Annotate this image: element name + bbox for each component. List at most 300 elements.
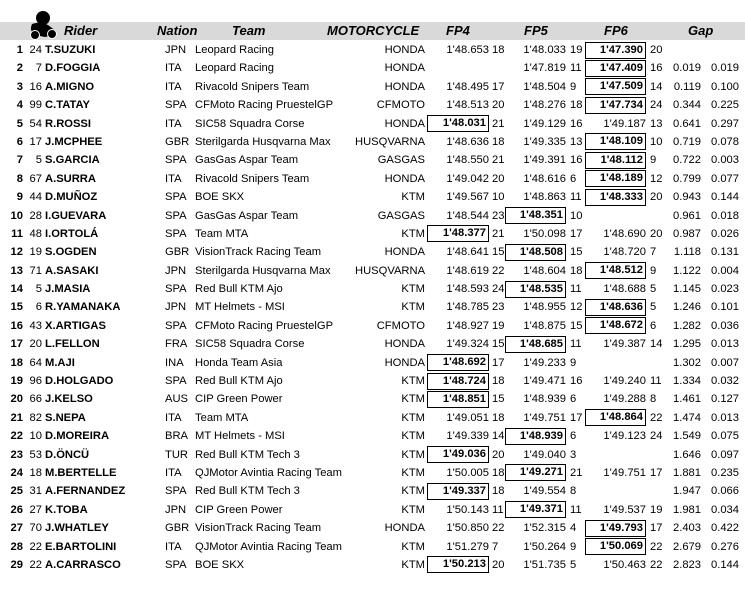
fp4-rank: 23	[492, 301, 505, 314]
fp5-rank: 4	[570, 522, 577, 535]
table-row	[0, 446, 745, 464]
team: SIC58 Squadra Corse	[195, 338, 305, 351]
motorcycle: HONDA	[384, 356, 425, 369]
motorcycle: KTM	[401, 227, 425, 240]
fp4-time: 1'48.544	[446, 209, 489, 222]
fp5-rank: 17	[570, 227, 583, 240]
fp6-rank: 20	[650, 227, 663, 240]
gap-previous: 0.235	[711, 466, 739, 479]
fp5-time: 1'48.504	[523, 80, 566, 93]
fp6-time	[585, 482, 646, 500]
motorcycle: GASGAS	[377, 209, 425, 222]
fp4-time: 1'49.339	[446, 430, 489, 443]
fp6-rank: 17	[650, 466, 663, 479]
position: 23	[10, 448, 23, 461]
rider-number: 5	[35, 283, 42, 296]
rider-number: 27	[29, 503, 42, 516]
fp4-time: 1'48.513	[446, 99, 489, 112]
gap-first: 1.302	[673, 356, 701, 369]
motorcycle: HONDA	[384, 338, 425, 351]
nation: SPA	[165, 227, 187, 240]
nation: SPA	[165, 558, 187, 571]
gap-first: 1.474	[673, 411, 701, 424]
fp5-rank: 6	[570, 172, 577, 185]
fp5-time: 1'49.129	[523, 117, 566, 130]
position: 8	[16, 172, 23, 185]
position: 10	[10, 209, 23, 222]
nation: BRA	[165, 430, 189, 443]
position: 19	[10, 375, 23, 388]
team: Red Bull KTM Tech 3	[195, 485, 300, 498]
fp4-time: 1'48.550	[446, 154, 489, 167]
rider-name: T.SUZUKI	[45, 44, 96, 56]
nation: SPA	[165, 99, 187, 112]
fp5-time: 1'47.819	[523, 62, 566, 75]
nation: GBR	[165, 135, 190, 148]
rider-name: I.GUEVARA	[45, 209, 107, 222]
motorcycle: KTM	[401, 393, 425, 406]
team: Red Bull KTM Tech 3	[195, 448, 300, 461]
position: 22	[10, 430, 23, 443]
rider-name: A.SASAKI	[45, 264, 99, 277]
fp6-time: 1'47.409	[585, 60, 646, 77]
fp5-rank: 9	[570, 80, 577, 93]
fp6-rank: 9	[650, 264, 657, 277]
fp4-time: 1'48.927	[446, 319, 489, 332]
nation: SPA	[165, 209, 187, 222]
fp5-time: 1'49.371	[505, 501, 566, 518]
motorcycle: KTM	[401, 540, 425, 553]
team: QJMotor Avintia Racing Team	[195, 466, 342, 479]
fp6-rank: 13	[650, 117, 663, 130]
fp6-rank: 5	[650, 301, 657, 314]
team: CIP Green Power	[195, 503, 283, 516]
gap-previous: 0.127	[711, 393, 739, 406]
fp5-time: 1'48.616	[523, 172, 566, 185]
table-row	[0, 115, 745, 133]
fp4-time: 1'50.850	[446, 522, 489, 535]
fp4-rank: 20	[492, 558, 505, 571]
fp4-rank: 18	[492, 375, 505, 388]
rider-number: 99	[29, 99, 42, 112]
gap-first: 1.282	[673, 319, 701, 332]
gap-first: 1.334	[673, 375, 701, 388]
fp4-time: 1'49.567	[446, 191, 489, 204]
rider-number: 16	[29, 80, 42, 93]
gap-first: 2.823	[673, 558, 701, 571]
rider-name: A.MIGNO	[45, 80, 95, 93]
fp6-time	[585, 354, 646, 372]
fp4-time: 1'48.724	[427, 373, 489, 390]
table-row	[0, 409, 745, 427]
gap-previous: 0.101	[711, 301, 739, 314]
fp4-time: 1'49.324	[446, 338, 489, 351]
table-row	[0, 556, 745, 574]
rider-name: S.GARCIA	[45, 154, 100, 167]
position: 3	[16, 80, 23, 93]
gap-first: 1.246	[673, 301, 701, 314]
rider-number: 20	[29, 338, 42, 351]
motorcycle: KTM	[401, 191, 425, 204]
fp5-time: 1'49.335	[523, 135, 566, 148]
position: 20	[10, 393, 23, 406]
position: 5	[16, 117, 23, 130]
rider-name: I.ORTOLÁ	[45, 227, 99, 240]
fp4-time: 1'48.653	[446, 44, 489, 56]
rider-name: A.CARRASCO	[45, 558, 121, 571]
gap-previous: 0.077	[711, 172, 739, 185]
rider-name: C.TATAY	[45, 99, 90, 112]
rider-name: D.FOGGIA	[45, 62, 101, 75]
fp4-time	[427, 59, 489, 77]
nation: GBR	[165, 522, 190, 535]
gap-first: 1.145	[673, 283, 701, 296]
rider-number: 48	[29, 227, 42, 240]
team: GasGas Aspar Team	[195, 209, 299, 222]
col-gap: Gap	[688, 23, 714, 38]
gap-first: 1.549	[673, 430, 701, 443]
team: Rivacold Snipers Team	[195, 172, 310, 185]
fp6-time: 1'50.069	[585, 538, 646, 555]
fp6-rank: 7	[650, 246, 657, 259]
fp5-rank: 15	[570, 246, 583, 259]
fp4-time: 1'50.143	[446, 503, 489, 516]
fp4-rank: 21	[492, 227, 505, 240]
fp5-rank: 9	[570, 540, 577, 553]
gap-previous: 0.013	[711, 338, 739, 351]
rider-number: 70	[29, 522, 42, 535]
table-row	[0, 354, 745, 372]
gap-first: 2.679	[673, 540, 701, 553]
fp5-time: 1'49.471	[523, 375, 566, 388]
fp5-rank: 17	[570, 411, 583, 424]
rider-number: 96	[29, 375, 42, 388]
motorcycle: KTM	[401, 375, 425, 388]
position: 14	[10, 283, 23, 296]
motorcycle: KTM	[401, 411, 425, 424]
fp6-rank: 19	[650, 503, 663, 516]
rider-name: D.MOREIRA	[45, 430, 110, 443]
fp5-time: 1'49.751	[523, 411, 566, 424]
fp6-time: 1'49.793	[585, 520, 646, 537]
team: Rivacold Snipers Team	[195, 80, 310, 93]
position: 28	[10, 540, 23, 553]
table-row	[0, 427, 745, 445]
gap-first: 1.947	[673, 485, 701, 498]
nation: SPA	[165, 191, 187, 204]
position: 2	[16, 62, 23, 75]
fp6-time: 1'48.112	[585, 152, 646, 169]
gap-first: 0.019	[673, 62, 701, 75]
fp6-time: 1'49.387	[603, 338, 646, 351]
rider-name: E.BARTOLINI	[45, 540, 117, 553]
motorcycle: KTM	[401, 503, 425, 516]
position: 16	[10, 319, 23, 332]
fp6-rank: 11	[650, 375, 662, 388]
fp5-time: 1'48.939	[523, 393, 566, 406]
position: 6	[16, 135, 23, 148]
motorcycle: KTM	[401, 283, 425, 296]
fp4-rank: 20	[492, 448, 505, 461]
fp6-rank: 22	[650, 411, 663, 424]
col-fp6: FP6	[604, 23, 628, 38]
table-row	[0, 225, 745, 243]
fp4-time: 1'48.636	[446, 135, 489, 148]
rider-name: M.AJI	[45, 356, 75, 369]
position: 9	[16, 191, 23, 204]
fp5-rank: 19	[570, 44, 583, 56]
nation: ITA	[165, 62, 182, 75]
gap-previous: 0.026	[711, 227, 739, 240]
fp6-time: 1'48.189	[585, 170, 646, 187]
rider-number: 53	[29, 448, 42, 461]
gap-first: 0.641	[673, 117, 701, 130]
rider-name: D.HOLGADO	[45, 375, 114, 388]
fp5-time: 1'50.264	[523, 540, 566, 553]
fp5-rank: 9	[570, 356, 577, 369]
gap-previous: 0.019	[711, 62, 739, 75]
motorcycle: KTM	[401, 558, 425, 571]
position: 29	[10, 558, 23, 571]
table-row	[0, 317, 745, 335]
motorcycle: HONDA	[384, 62, 425, 75]
rider-number: 22	[29, 558, 42, 571]
position: 26	[10, 503, 23, 516]
fp6-time: 1'47.734	[585, 97, 646, 114]
fp6-rank: 9	[650, 154, 657, 167]
rider-number: 24	[29, 44, 42, 56]
fp5-time: 1'50.098	[523, 227, 566, 240]
table-row	[0, 335, 745, 353]
team: BOE SKX	[195, 558, 245, 571]
fp4-time: 1'48.692	[427, 354, 489, 371]
nation: ITA	[165, 411, 182, 424]
fp6-rank: 8	[650, 393, 657, 406]
rider-name: J.MCPHEE	[45, 135, 103, 148]
team: Sterilgarda Husqvarna Max	[195, 135, 331, 148]
rider-name: D.MUÑOZ	[45, 191, 98, 204]
table-row	[0, 538, 745, 556]
gap-previous: 0.144	[711, 191, 739, 204]
fp4-rank: 17	[492, 80, 505, 93]
nation: INA	[165, 356, 184, 369]
position: 4	[16, 99, 23, 112]
table-row	[0, 372, 745, 390]
gap-previous: 0.066	[711, 485, 739, 498]
gap-previous: 0.422	[711, 522, 739, 535]
col-motorcycle: MOTORCYCLE	[327, 23, 420, 38]
fp4-rank: 11	[492, 503, 504, 516]
rider-number: 19	[29, 246, 42, 259]
fp6-rank: 20	[650, 191, 663, 204]
motorcycle: KTM	[401, 301, 425, 314]
table-row	[0, 519, 745, 537]
fp4-rank: 20	[492, 99, 505, 112]
team: Red Bull KTM Ajo	[195, 375, 283, 388]
fp4-time: 1'49.042	[446, 172, 489, 185]
rider-number: 17	[29, 135, 42, 148]
gap-previous: 0.007	[711, 356, 739, 369]
rider-name: X.ARTIGAS	[45, 319, 106, 332]
rider-name: A.FERNANDEZ	[45, 485, 126, 498]
fp5-rank: 11	[570, 191, 582, 204]
gap-first: 0.344	[673, 99, 701, 112]
gap-previous: 0.003	[711, 154, 739, 167]
motorcycle: GASGAS	[377, 154, 425, 167]
fp6-rank: 12	[650, 172, 663, 185]
table-row	[0, 482, 745, 500]
fp4-rank: 18	[492, 135, 505, 148]
gap-first: 0.961	[673, 209, 701, 222]
motorcycle: HONDA	[384, 117, 425, 130]
team: CFMoto Racing PruestelGP	[195, 99, 334, 112]
gap-first: 1.981	[673, 503, 701, 516]
team: Leopard Racing	[195, 44, 274, 56]
nation: JPN	[165, 44, 187, 56]
team: VisionTrack Racing Team	[195, 522, 322, 535]
fp4-time: 1'48.495	[446, 80, 489, 93]
results-table	[0, 41, 745, 574]
gap-first: 2.403	[673, 522, 701, 535]
motorcycle: HUSQVARNA	[355, 135, 426, 148]
gap-previous: 0.075	[711, 430, 739, 443]
fp5-rank: 8	[570, 485, 577, 498]
fp4-rank: 14	[492, 430, 505, 443]
position: 7	[16, 154, 23, 167]
table-row	[0, 96, 745, 114]
fp5-rank: 11	[570, 503, 582, 516]
rider-name: A.SURRA	[45, 172, 96, 185]
fp4-rank: 18	[492, 466, 505, 479]
rider-number: 18	[29, 466, 42, 479]
gap-first: 1.881	[673, 466, 701, 479]
fp5-rank: 18	[570, 99, 583, 112]
fp4-time: 1'50.213	[427, 556, 489, 573]
fp6-rank: 14	[650, 338, 663, 351]
rider-number: 71	[29, 264, 42, 277]
nation: ITA	[165, 172, 182, 185]
table-row	[0, 464, 745, 482]
fp5-rank: 15	[570, 319, 583, 332]
fp6-rank: 24	[650, 430, 663, 443]
gap-first: 0.987	[673, 227, 701, 240]
gap-previous: 0.276	[711, 540, 739, 553]
position: 15	[10, 301, 23, 314]
fp4-time: 1'48.593	[446, 283, 489, 296]
nation: SPA	[165, 375, 187, 388]
team: MT Helmets - MSI	[195, 430, 285, 443]
table-row	[0, 188, 745, 206]
gap-previous: 0.100	[711, 80, 739, 93]
fp6-rank: 24	[650, 99, 663, 112]
table-row	[0, 390, 745, 408]
fp6-time: 1'48.688	[603, 283, 646, 296]
nation: AUS	[165, 393, 189, 406]
gap-first: 0.943	[673, 191, 701, 204]
fp4-rank: 15	[492, 393, 505, 406]
fp4-time: 1'48.377	[427, 225, 489, 242]
fp6-time: 1'48.333	[585, 189, 646, 206]
team: CIP Green Power	[195, 393, 283, 406]
rider-name: S.NEPA	[45, 411, 86, 424]
table-row	[0, 133, 745, 151]
position: 24	[10, 466, 23, 479]
position: 13	[10, 264, 23, 277]
position: 12	[10, 246, 23, 259]
fp5-rank: 18	[570, 264, 583, 277]
fp5-rank: 16	[570, 375, 583, 388]
rider-number: 44	[29, 191, 42, 204]
fp5-time: 1'49.040	[523, 448, 566, 461]
fp4-rank: 22	[492, 264, 505, 277]
motorcycle: CFMOTO	[376, 99, 425, 112]
fp5-rank: 3	[570, 448, 577, 461]
rider-name: S.OGDEN	[45, 246, 97, 259]
gap-first: 0.719	[673, 135, 701, 148]
fp4-time: 1'48.785	[446, 301, 489, 314]
table-row	[0, 207, 745, 225]
rider-number: 54	[29, 117, 42, 130]
rider-number: 64	[29, 356, 42, 369]
rider-name: R.YAMANAKA	[45, 301, 121, 314]
table-row	[0, 262, 745, 280]
team: Red Bull KTM Ajo	[195, 283, 283, 296]
rider-name: J.WHATLEY	[45, 522, 109, 535]
table-row	[0, 170, 745, 188]
rider-name: J.KELSO	[45, 393, 93, 406]
fp6-time: 1'49.751	[603, 466, 646, 479]
gap-first: 0.119	[673, 80, 701, 93]
rider-number: 28	[29, 209, 42, 222]
fp6-time: 1'49.123	[603, 430, 646, 443]
rider-number: 82	[29, 411, 42, 424]
fp5-time: 1'48.535	[505, 281, 566, 298]
fp5-time: 1'48.033	[523, 44, 566, 56]
fp4-rank: 21	[492, 117, 505, 130]
position: 1	[16, 44, 23, 56]
motorcycle: CFMOTO	[376, 319, 425, 332]
fp5-rank: 11	[570, 283, 582, 296]
fp5-time: 1'48.955	[523, 301, 566, 314]
fp5-rank: 10	[570, 209, 583, 222]
fp4-rank: 18	[492, 485, 505, 498]
table-row	[0, 151, 745, 169]
fp5-time: 1'52.315	[523, 522, 566, 535]
gap-previous: 0.018	[711, 209, 739, 222]
position: 27	[10, 522, 23, 535]
col-team: Team	[232, 23, 266, 38]
gap-first: 1.461	[673, 393, 701, 406]
team: SIC58 Squadra Corse	[195, 117, 305, 130]
gap-previous: 0.034	[711, 503, 739, 516]
fp5-time: 1'51.735	[523, 558, 566, 571]
fp6-rank: 20	[650, 44, 663, 56]
fp6-time	[585, 207, 646, 225]
fp4-time: 1'48.031	[427, 115, 489, 132]
nation: GBR	[165, 246, 190, 259]
position: 18	[10, 356, 23, 369]
fp5-time: 1'49.554	[523, 485, 566, 498]
team: VisionTrack Racing Team	[195, 246, 322, 259]
table-header	[0, 0, 745, 40]
fp6-time: 1'48.690	[603, 227, 646, 240]
gap-previous: 0.144	[711, 558, 739, 571]
fp5-rank: 5	[570, 558, 577, 571]
gap-previous: 0.032	[711, 375, 739, 388]
fp6-time: 1'47.509	[585, 78, 646, 95]
fp6-time: 1'48.672	[585, 317, 646, 334]
fp6-time: 1'48.864	[585, 409, 646, 426]
